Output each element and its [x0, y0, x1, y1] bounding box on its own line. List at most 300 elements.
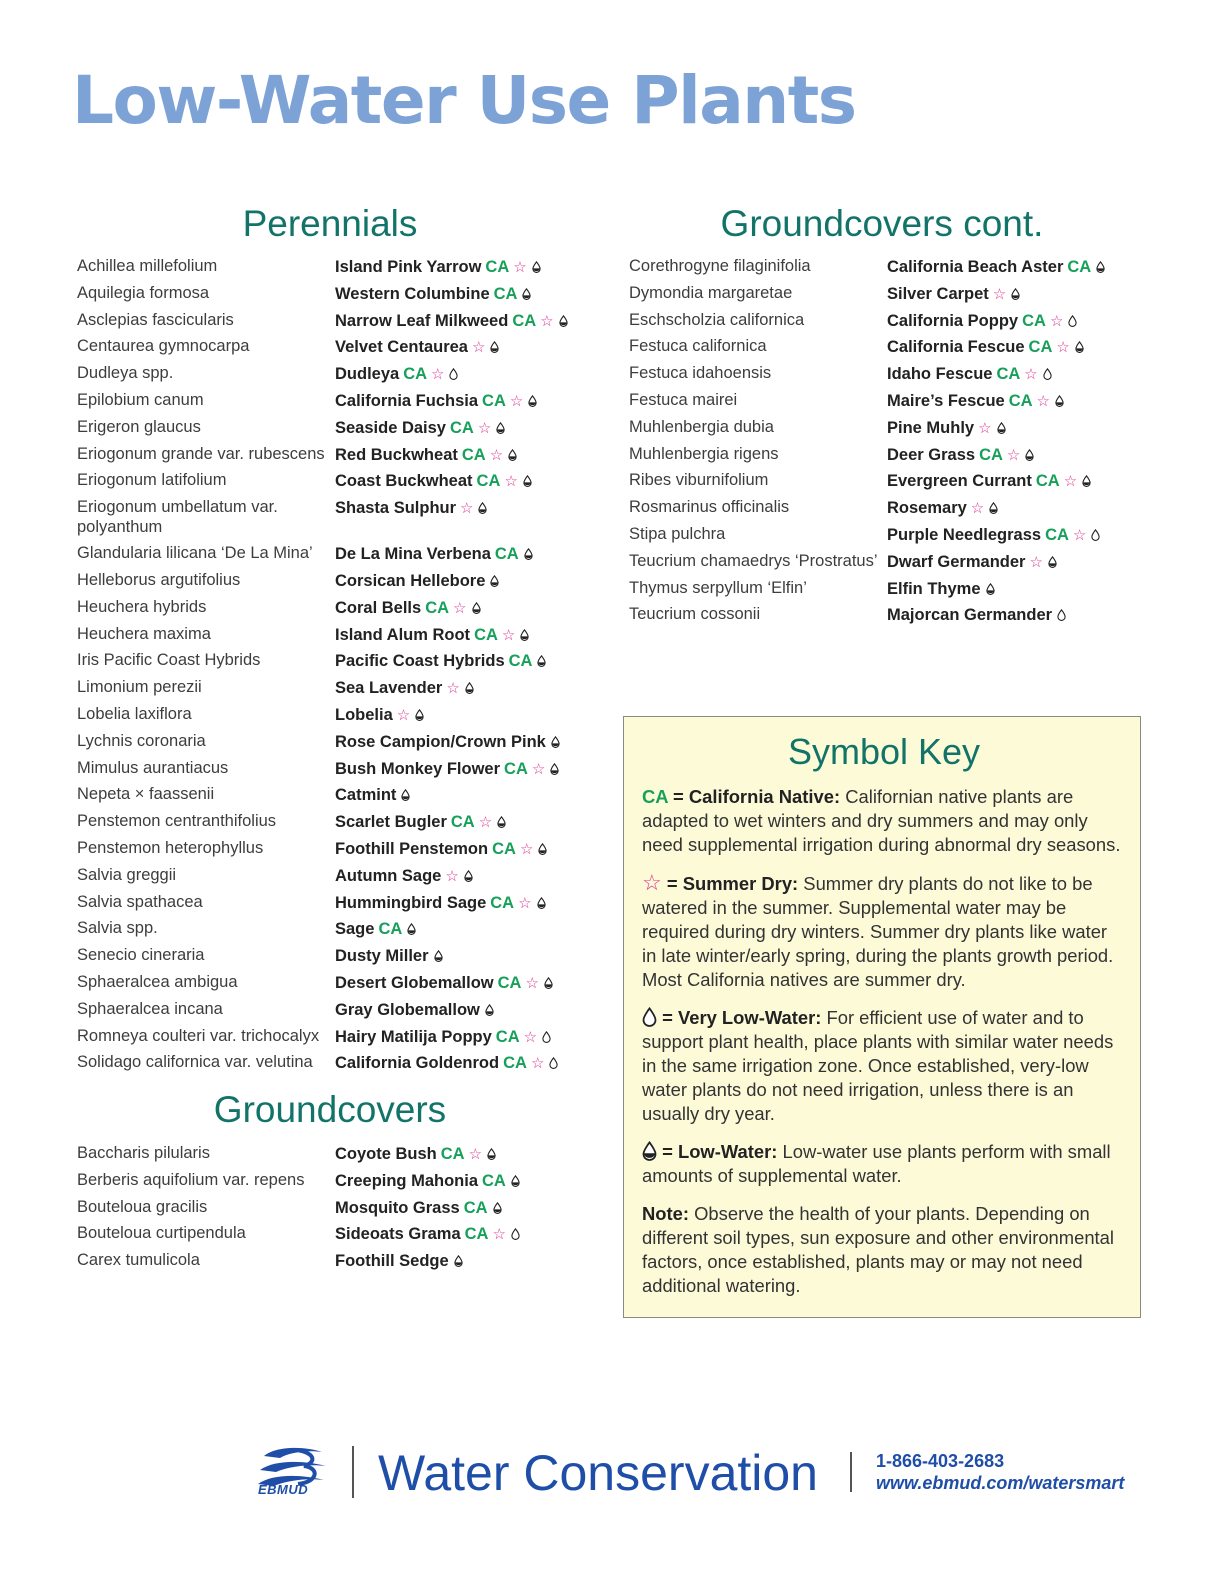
plant-row [77, 543, 568, 570]
scientific-name: Sphaeralcea ambigua [77, 972, 238, 991]
ca-badge: CA [508, 652, 533, 671]
plant-row [77, 310, 568, 337]
key-low-water [642, 1140, 1126, 1188]
common-name-text: California Poppy [887, 311, 1019, 330]
common-name-text: Evergreen Currant [887, 472, 1032, 491]
scientific-name: Festuca idahoensis [629, 364, 772, 383]
common-name-text: Purple Needlegrass [887, 525, 1042, 544]
filled-drop-icon [508, 449, 517, 461]
star-icon: ☆ [525, 974, 539, 992]
outline-drop-icon [1068, 315, 1077, 327]
plant-row [629, 417, 1105, 444]
ca-badge: CA [493, 284, 518, 303]
plant-row [77, 417, 568, 444]
scientific-name: Teucrium chamaedrys ‘Prostratus’ [629, 551, 878, 570]
plant-row [77, 470, 568, 497]
plant-row [77, 1197, 520, 1224]
filled-drop-icon [1055, 395, 1064, 407]
common-name-text: Deer Grass [887, 445, 976, 464]
outline-drop-icon [449, 368, 458, 380]
outline-drop-icon [542, 1031, 551, 1043]
star-icon: ☆ [992, 285, 1007, 303]
star-icon: ☆ [978, 419, 992, 437]
plant-row [629, 283, 1105, 310]
filled-drop-icon [496, 422, 505, 434]
ca-badge: CA [490, 893, 515, 912]
scientific-name: Bouteloua gracilis [77, 1197, 208, 1216]
note-description: Observe the health of your plants. Depending on different soil types, sun exposure and other environmental factors, once established, plants may or may not need additional watering. [642, 1203, 1114, 1296]
scientific-name: Festuca mairei [629, 390, 738, 409]
plant-row [629, 578, 1105, 605]
star-icon: ☆ [471, 339, 486, 357]
footer [0, 1440, 1224, 1520]
common-name [335, 1223, 520, 1246]
filled-drop-icon [401, 789, 410, 801]
phone-number: 1-866-403-2683 [876, 1451, 1005, 1471]
common-name [335, 704, 424, 727]
plant-row [629, 363, 1105, 390]
filled-drop-icon [478, 502, 487, 514]
plant-row [77, 256, 568, 283]
perennials-list [77, 256, 568, 1079]
scientific-name: Epilobium canum [77, 390, 204, 409]
plant-row [77, 390, 568, 417]
common-name [887, 578, 995, 600]
scientific-name: Nepeta × faassenii [77, 785, 215, 804]
common-name [887, 336, 1084, 359]
plant-row [77, 497, 568, 543]
scientific-name: Corethrogyne filaginifolia [629, 257, 811, 275]
star-icon: ☆ [445, 867, 459, 885]
plant-row [77, 758, 568, 785]
star-icon: ☆ [1036, 392, 1050, 410]
plant-row [77, 677, 568, 704]
scientific-name: Rosmarinus officinalis [629, 498, 790, 517]
scientific-name: Limonium perezii [77, 678, 202, 697]
star-icon: ☆ [513, 259, 527, 276]
filled-drop-icon [465, 682, 474, 694]
common-name [887, 444, 1034, 467]
common-name-text: Desert Globemallow [335, 973, 494, 992]
common-name-text: Island Alum Root [335, 625, 471, 644]
filled-drop-icon [528, 395, 537, 407]
common-name [335, 1052, 558, 1075]
common-name-text: Dudleya [335, 365, 400, 384]
plant-row [77, 650, 568, 677]
filled-drop-icon [1082, 475, 1091, 487]
star-icon: ☆ [519, 840, 534, 858]
groundcovers-heading: Groundcovers [213, 1089, 447, 1130]
perennials-heading: Perennials [242, 203, 418, 244]
scientific-name: Carex tumulicola [77, 1251, 200, 1270]
common-name-text: Hummingbird Sage [335, 893, 487, 912]
filled-drop-icon [1096, 261, 1105, 273]
scientific-name: Mimulus aurantiacus [77, 758, 229, 777]
ca-badge: CA [512, 311, 537, 330]
ca-badge: CA [485, 258, 510, 276]
low-description: Low-water use plants perform with small amounts of supplemental water. [642, 1141, 1111, 1186]
ca-badge: CA [1022, 311, 1046, 330]
scientific-name: Thymus serpyllum ‘Elfin’ [629, 578, 807, 597]
star-icon: ☆ [540, 312, 554, 330]
plant-row [77, 570, 568, 597]
common-name [887, 417, 1006, 440]
scientific-name: Bouteloua curtipendula [77, 1224, 246, 1243]
plant-row [629, 497, 1105, 524]
star-icon: ☆ [446, 680, 460, 698]
common-name [335, 758, 559, 781]
ca-badge: CA [461, 445, 486, 464]
ca-badge: CA [450, 418, 474, 437]
scientific-name: Romneya coulteri var. trichocalyx [77, 1026, 320, 1045]
common-name-text: Lobelia [335, 705, 393, 724]
common-name [335, 650, 546, 672]
common-name-text: Maire’s Fescue [887, 391, 1005, 410]
common-name [335, 918, 416, 940]
common-name [887, 497, 998, 520]
ca-badge: CA [1067, 258, 1092, 276]
common-name [335, 543, 533, 565]
common-name-text: Sea Lavender [335, 679, 443, 698]
star-icon: ☆ [504, 473, 518, 491]
plant-row [77, 597, 568, 624]
common-name [887, 551, 1057, 574]
scientific-name: Stipa pulchra [629, 524, 726, 543]
common-name [335, 336, 499, 359]
scientific-name: Berberis aquifolium var. repens [77, 1170, 305, 1189]
plant-row [77, 624, 568, 651]
common-name [335, 865, 473, 888]
common-name-text: California Goldenrod [335, 1054, 500, 1073]
filled-drop-icon [520, 629, 529, 641]
common-name-text: Coyote Bush [335, 1145, 437, 1163]
outline-drop-icon [511, 1228, 520, 1240]
very-low-description: For efficient use of water and to support plant health, place plants with similar water needs in the same irrigation zone. Once established, very-low water plants do not need irrigation, unless there is an usually dry year. [642, 1007, 1114, 1124]
common-name [335, 390, 537, 413]
ca-badge: CA [1008, 391, 1033, 410]
common-name [335, 677, 474, 700]
star-icon: ☆ [530, 1055, 545, 1073]
ca-symbol: CA [642, 786, 668, 807]
filled-drop-icon [524, 548, 533, 560]
common-name [335, 624, 529, 647]
common-name [335, 417, 505, 440]
scientific-name: Ribes viburnifolium [629, 471, 769, 490]
plant-row [629, 336, 1105, 363]
common-name [335, 784, 410, 806]
very-low-term: = Very Low-Water: [657, 1007, 822, 1028]
plant-row [629, 256, 1105, 283]
plant-row [77, 1052, 568, 1079]
common-name-text: Idaho Fescue [887, 365, 993, 384]
filled-drop-icon [544, 977, 553, 989]
common-name [335, 945, 443, 967]
common-name-text: Autumn Sage [335, 866, 442, 885]
scientific-name: Muhlenbergia dubia [629, 417, 774, 436]
scientific-name: Senecio cineraria [77, 946, 205, 965]
plant-row [629, 551, 1105, 578]
plant-row [77, 444, 568, 471]
common-name [335, 999, 494, 1021]
filled-drop-icon [415, 709, 424, 721]
common-name [335, 470, 532, 493]
common-name-text: Scarlet Bugler [335, 813, 447, 832]
scientific-name: Eriogonum umbellatum var. polyanthum [77, 498, 278, 537]
ca-badge: CA [497, 973, 522, 992]
star-icon: ☆ [1006, 446, 1021, 464]
ca-badge: CA [996, 365, 1021, 384]
plant-row [77, 784, 568, 811]
common-name [887, 256, 1105, 278]
common-name-text: Silver Carpet [887, 284, 989, 303]
ca-badge: CA [503, 1054, 527, 1073]
filled-drop-icon [559, 315, 568, 327]
star-term: = Summer Dry: [661, 873, 799, 894]
footer-divider [352, 1446, 354, 1498]
star-icon: ☆ [453, 599, 467, 617]
plant-row [77, 892, 568, 919]
common-name [335, 838, 547, 861]
filled-drop-icon [497, 816, 506, 828]
filled-drop-icon [537, 897, 546, 909]
star-icon: ☆ [642, 870, 662, 895]
common-name-text: Coast Buckwheat [335, 472, 473, 491]
plant-row [77, 731, 568, 758]
plant-row [629, 310, 1105, 337]
filled-drop-icon [487, 1148, 496, 1160]
filled-drop-icon [1025, 449, 1034, 461]
plant-row [629, 470, 1105, 497]
ca-badge: CA [450, 813, 475, 832]
star-icon: ☆ [1063, 473, 1078, 491]
ca-badge: CA [492, 839, 516, 858]
star-icon: ☆ [531, 760, 546, 778]
star-icon: ☆ [489, 446, 504, 464]
plant-row [77, 865, 568, 892]
star-icon: ☆ [1056, 339, 1070, 357]
plant-row [77, 838, 568, 865]
ca-badge: CA [1045, 525, 1069, 544]
plant-row [629, 604, 1105, 631]
filled-drop-icon [1011, 288, 1020, 300]
ca-badge: CA [494, 545, 519, 564]
common-name [335, 597, 481, 620]
scientific-name: Muhlenbergia rigens [629, 444, 779, 463]
common-name [335, 1250, 463, 1272]
scientific-name: Salvia spp. [77, 919, 158, 938]
star-icon: ☆ [970, 500, 985, 518]
plant-row [77, 999, 568, 1026]
filled-drop-icon [464, 870, 473, 882]
scientific-name: Penstemon centranthifolius [77, 812, 277, 831]
groundcovers-list [77, 1143, 520, 1277]
ca-badge: CA [464, 1225, 489, 1244]
star-icon: ☆ [431, 366, 445, 384]
scientific-name: Lobelia laxiflora [77, 704, 192, 723]
ca-badge: CA [463, 1198, 488, 1217]
filled-drop-icon [490, 341, 499, 353]
scientific-name: Heuchera hybrids [77, 597, 207, 616]
ca-badge: CA [504, 759, 528, 778]
outline-drop-icon [1057, 609, 1066, 621]
common-name [335, 310, 568, 333]
filled-drop-icon [989, 502, 998, 514]
scientific-name: Salvia greggii [77, 865, 177, 884]
scientific-name: Erigeron glaucus [77, 417, 201, 436]
plant-row [77, 918, 568, 945]
ca-term: = California Native: [667, 786, 841, 807]
plant-row [77, 1026, 568, 1053]
star-icon: ☆ [518, 894, 532, 912]
plant-row [77, 972, 568, 999]
ca-description: Californian native plants are adapted to wet winters and dry summers and may only need supplemental irrigation during abnormal dry seasons. [642, 786, 1121, 855]
scientific-name: Dudleya spp. [77, 364, 174, 383]
symbol-key-title: Symbol Key [787, 731, 981, 772]
plant-row [77, 1250, 520, 1277]
common-name-text: Shasta Sulphur [335, 499, 457, 518]
star-description: Summer dry plants do not like to be watered in the summer. Supplemental water may be required during dry winters. Summer dry plants like water in late winter/early spring, during the plants growth period. Most California natives are summer dry. [642, 873, 1114, 990]
common-name-text: Sideoats Grama [335, 1225, 461, 1244]
common-name-text: California Beach Aster [887, 258, 1064, 276]
common-name-text: Pacific Coast Hybrids [335, 652, 505, 671]
star-icon: ☆ [460, 500, 474, 518]
common-name-text: Creeping Mahonia [335, 1171, 479, 1190]
ca-badge: CA [378, 920, 403, 939]
plant-row [77, 945, 568, 972]
scientific-name: Iris Pacific Coast Hybrids [77, 651, 261, 670]
common-name-text: Mosquito Grass [335, 1198, 460, 1217]
ca-badge: CA [403, 365, 428, 384]
scientific-name: Achillea millefolium [77, 257, 218, 275]
outline-drop-icon [1091, 529, 1100, 541]
scientific-name: Heuchera maxima [77, 624, 211, 643]
scientific-name: Glandularia lilicana ‘De La Mina’ [77, 544, 313, 563]
key-note [642, 1202, 1126, 1298]
common-name [335, 1143, 496, 1166]
plant-row [77, 1143, 520, 1170]
star-icon: ☆ [1024, 366, 1038, 384]
filled-drop-icon [485, 1004, 494, 1016]
contact-info [876, 1450, 1124, 1494]
common-name [335, 1170, 520, 1192]
plant-row [77, 1170, 520, 1197]
ca-badge: CA [979, 445, 1003, 464]
filled-drop-icon [522, 288, 531, 300]
scientific-name: Eriogonum grande var. rubescens [77, 444, 325, 463]
filled-drop-icon [490, 575, 499, 587]
scientific-name: Salvia spathacea [77, 892, 203, 911]
common-name-text: Bush Monkey Flower [335, 759, 501, 778]
common-name [335, 731, 560, 753]
common-name-text: Sage [335, 920, 375, 939]
key-very-low-water [642, 1006, 1126, 1126]
common-name [335, 363, 458, 386]
filled-drop-icon [986, 583, 995, 595]
ca-badge: CA [425, 598, 450, 617]
common-name-text: California Fuchsia [335, 391, 479, 410]
common-name-text: Coral Bells [335, 598, 422, 617]
common-name-text: Western Columbine [335, 284, 490, 303]
filled-drop-icon [407, 923, 416, 935]
common-name-text: Majorcan Germander [887, 606, 1053, 625]
ca-badge: CA [482, 391, 506, 410]
common-name [335, 283, 531, 305]
scientific-name: Festuca californica [629, 337, 767, 356]
common-name [887, 363, 1052, 386]
low-term: = Low-Water: [657, 1141, 778, 1162]
common-name-text: Corsican Hellebore [335, 571, 486, 590]
ca-badge: CA [482, 1171, 506, 1190]
common-name [335, 570, 499, 592]
scientific-name: Solidago californica var. velutina [77, 1053, 313, 1072]
note-term: Note: [642, 1203, 689, 1224]
outline-drop-icon [1043, 368, 1052, 380]
star-icon: ☆ [509, 392, 524, 410]
scientific-name: Sphaeralcea incana [77, 999, 223, 1018]
logo-text: EBMUD [258, 1482, 309, 1497]
brand-name: Water Conservation [378, 1445, 818, 1501]
common-name-text: Velvet Centaurea [335, 338, 468, 357]
star-icon: ☆ [492, 1226, 506, 1244]
common-name [335, 444, 517, 467]
page-title: Low-Water Use Plants [72, 62, 856, 139]
common-name-text: California Fescue [887, 338, 1025, 357]
website-link[interactable]: www.ebmud.com/watersmart [876, 1473, 1125, 1493]
symbol-key-box [623, 716, 1141, 1318]
outline-drop-icon [549, 1057, 558, 1069]
common-name [887, 310, 1077, 333]
star-icon: ☆ [1029, 553, 1043, 571]
common-name [887, 524, 1100, 547]
star-icon: ☆ [396, 706, 411, 724]
common-name [335, 497, 487, 520]
ca-badge: CA [495, 1027, 520, 1046]
plant-row [77, 811, 568, 838]
ca-badge: CA [1028, 338, 1053, 357]
star-icon: ☆ [478, 814, 493, 832]
star-icon: ☆ [468, 1146, 483, 1163]
filled-drop-icon [434, 950, 443, 962]
common-name [335, 1197, 502, 1219]
filled-drop-icon [511, 1175, 520, 1187]
filled-drop-icon [523, 475, 532, 487]
filled-drop-icon [454, 1255, 463, 1267]
ca-badge: CA [476, 472, 501, 491]
star-icon: ☆ [523, 1028, 538, 1046]
common-name-text: Rose Campion/Crown Pink [335, 732, 546, 751]
common-name [335, 972, 553, 995]
common-name-text: Red Buckwheat [335, 445, 458, 464]
filled-drop-icon [532, 261, 541, 273]
common-name-text: Dusty Miller [335, 947, 429, 966]
common-name-text: Gray Globemallow [335, 1000, 480, 1019]
common-name-text: Pine Muhly [887, 418, 975, 437]
scientific-name: Eschscholzia californica [629, 310, 805, 329]
filled-drop-icon [538, 843, 547, 855]
filled-drop-icon [537, 655, 546, 667]
common-name-text: Rosemary [887, 499, 967, 518]
groundcovers-cont-list [629, 256, 1105, 631]
scientific-name: Lychnis coronaria [77, 731, 206, 750]
common-name [335, 811, 506, 834]
footer-divider [850, 1452, 852, 1492]
scientific-name: Teucrium cossonii [629, 605, 761, 624]
ca-badge: CA [1035, 472, 1060, 491]
key-california-native [642, 785, 1126, 857]
common-name-text: Narrow Leaf Milkweed [335, 311, 509, 330]
scientific-name: Helleborus argutifolius [77, 570, 241, 589]
filled-drop-icon [551, 736, 560, 748]
